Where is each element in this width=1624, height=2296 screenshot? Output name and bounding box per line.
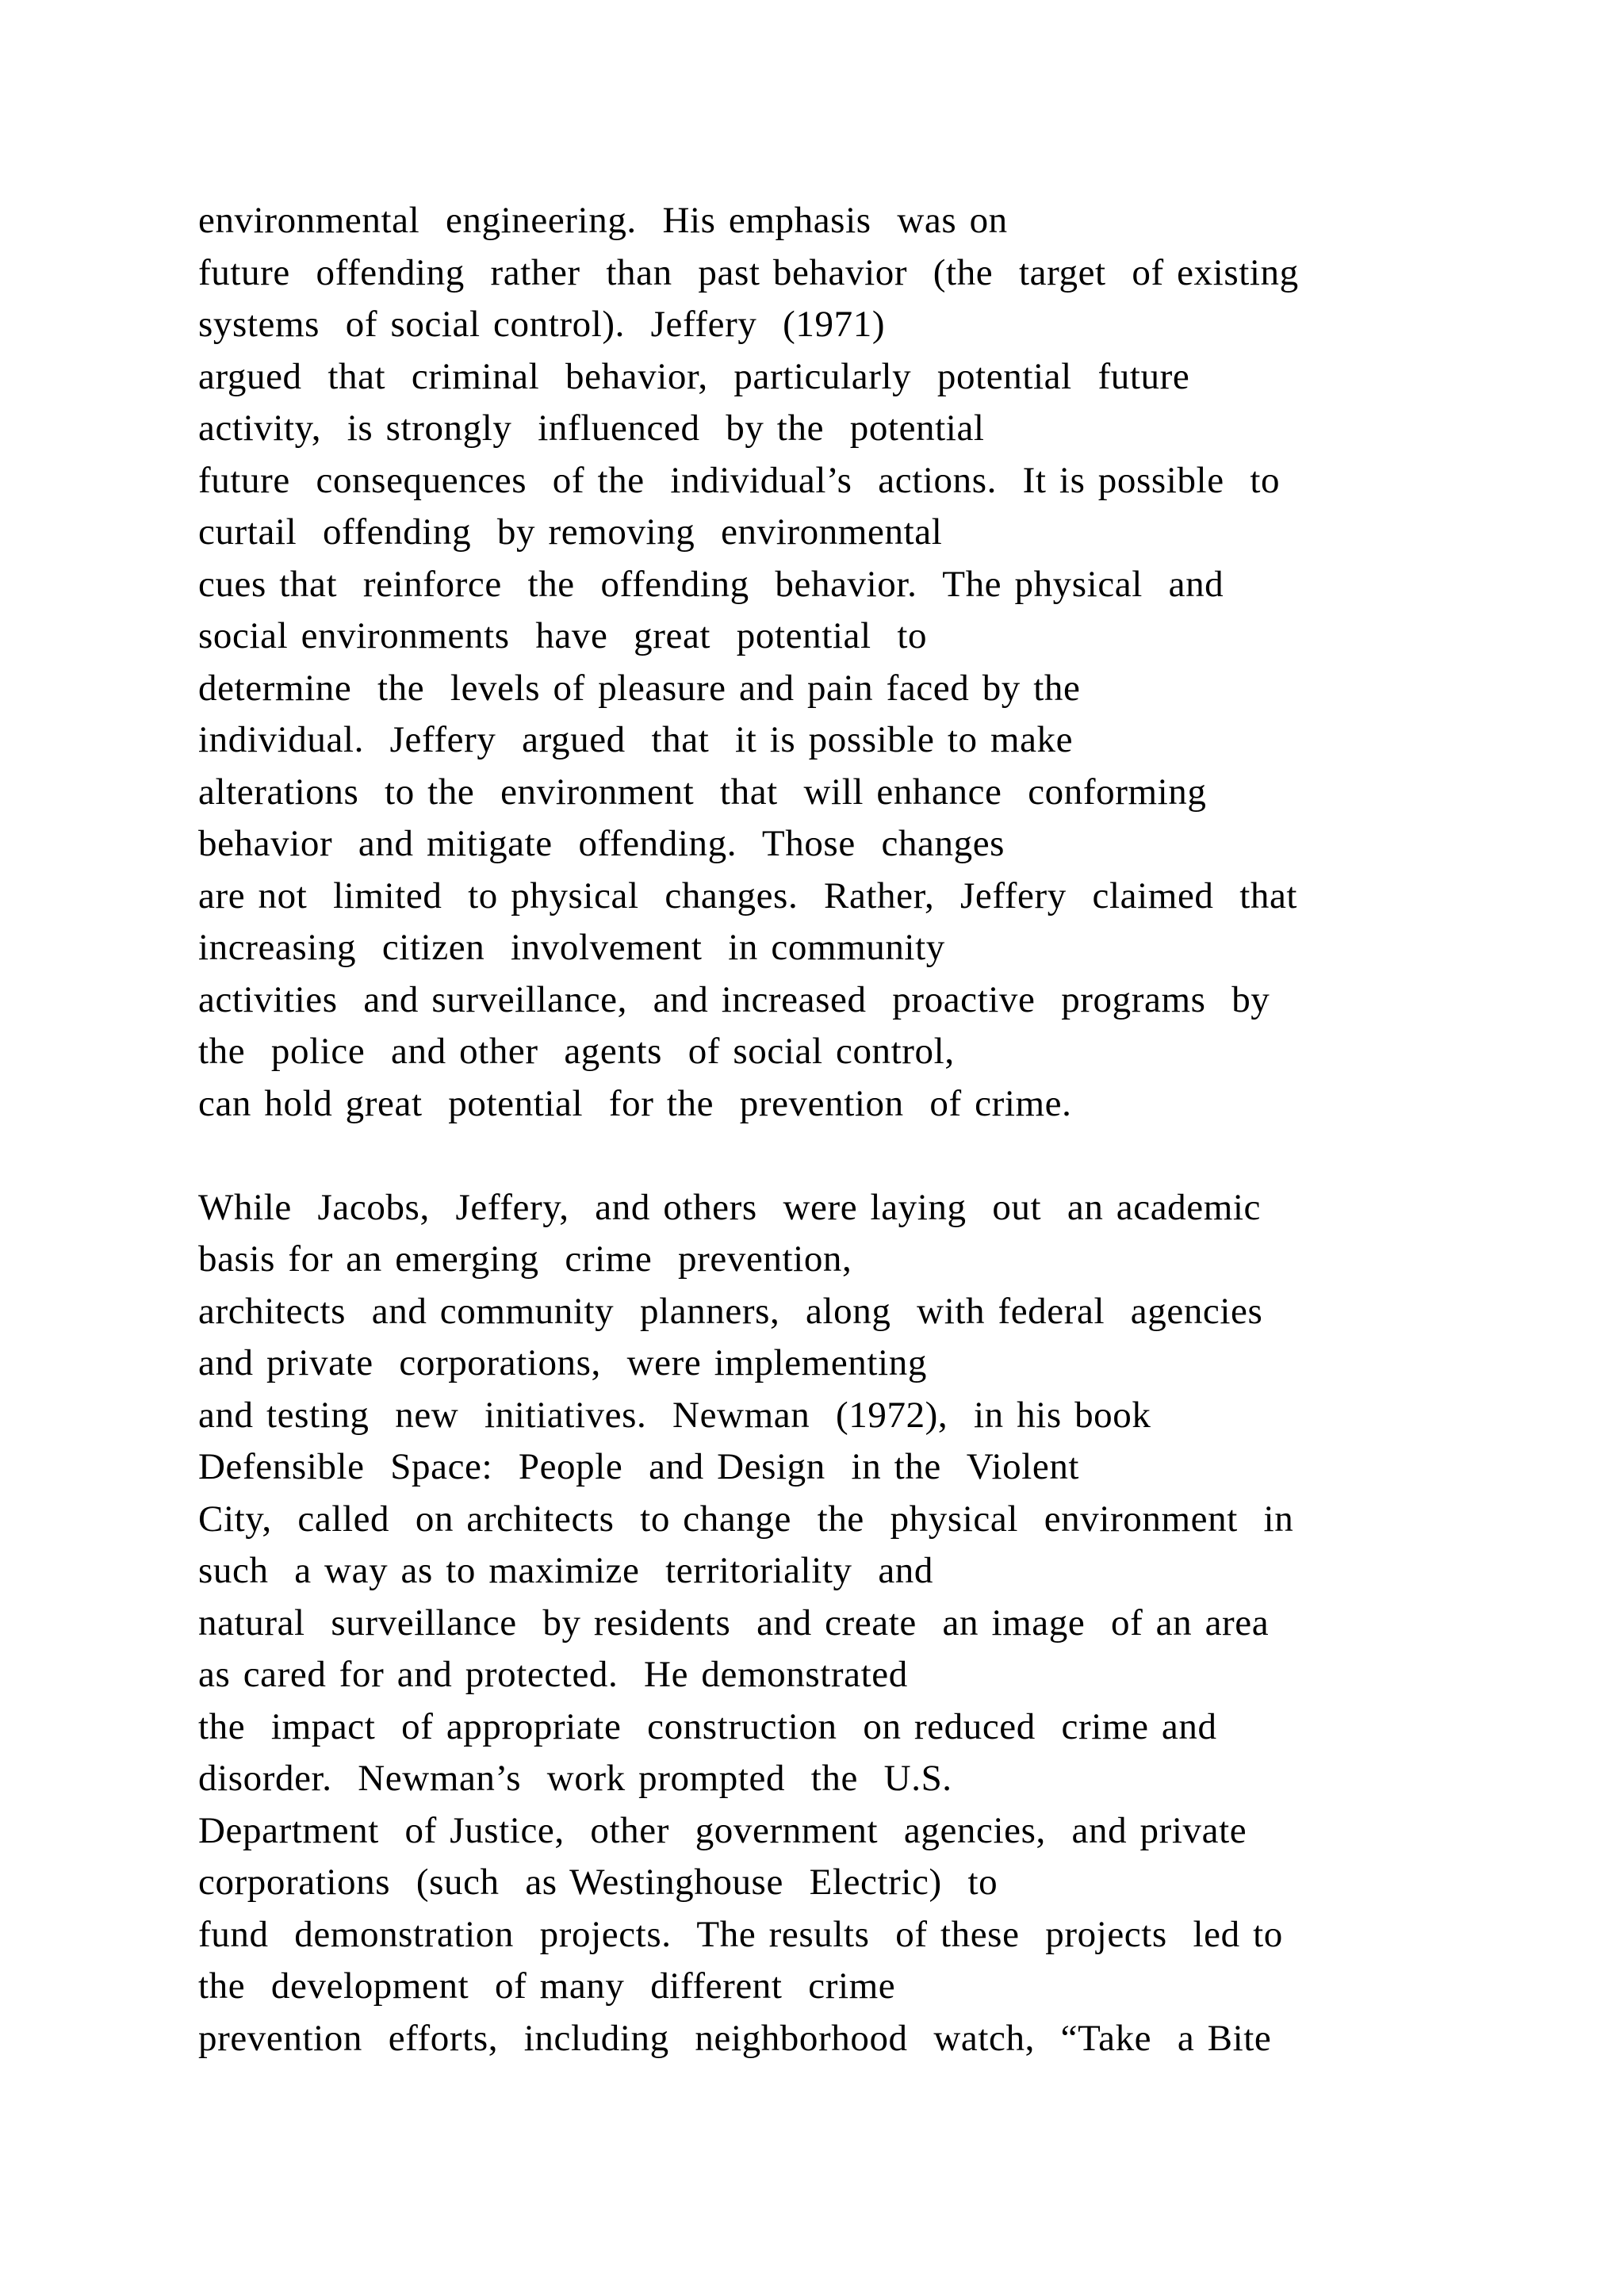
text-line: are not limited to physical changes. Rather, Jeffery claimed that (198, 874, 1298, 916)
text-line: City, called on architects to change the physical environment in (198, 1498, 1294, 1540)
text-line: such a way as to maximize territoriality and (198, 1550, 933, 1591)
text-line: and private corporations, were implementing (198, 1342, 927, 1383)
text-line: environmental engineering. His emphasis was on (198, 200, 1008, 241)
text-line: as cared for and protected. He demonstrated (198, 1654, 908, 1695)
text-line: activity, is strongly influenced by the potential (198, 408, 985, 449)
paragraph-2 (198, 1182, 1467, 2065)
text-line: Department of Justice, other government agencies, and private (198, 1809, 1247, 1851)
text-line: can hold great potential for the prevention of crime. (198, 1082, 1072, 1124)
text-line: While Jacobs, Jeffery, and others were laying out an academic (198, 1186, 1262, 1228)
text-line: and testing new initiatives. Newman (1972), in his book (198, 1394, 1151, 1436)
text-line: behavior and mitigate offending. Those changes (198, 823, 1005, 864)
paragraph-spacer (198, 1130, 1467, 1182)
text-line: activities and surveillance, and increased proactive programs by (198, 978, 1270, 1020)
text-line: natural surveillance by residents and create an image of an area (198, 1601, 1270, 1644)
text-line: prevention efforts, including neighborhood watch, “Take a Bite (198, 2017, 1272, 2059)
text-line: cues that reinforce the offending behavior. The physical and (198, 563, 1224, 605)
text-line: increasing citizen involvement in community (198, 927, 945, 968)
text-line: future consequences of the individual’s actions. It is possible to (198, 459, 1281, 501)
text-line: disorder. Newman’s work prompted the U.S. (198, 1758, 952, 1799)
text-line: social environments have great potential to (198, 615, 928, 656)
text-line: corporations (such as Westinghouse Electric) to (198, 1862, 998, 1903)
text-line: future offending rather than past behavior (the target of existing (198, 251, 1299, 293)
text-line: the police and other agents of social control, (198, 1031, 955, 1072)
text-line: architects and community planners, along with federal agencies (198, 1290, 1263, 1332)
text-line: curtail offending by removing environmental (198, 511, 943, 553)
text-line: argued that criminal behavior, particularly potential future (198, 355, 1190, 397)
text-line: the impact of appropriate construction on reduced crime and (198, 1705, 1217, 1747)
text-line: basis for an emerging crime prevention, (198, 1238, 852, 1280)
body-text (198, 195, 1467, 2064)
text-line: Defensible Space: People and Design in the Violent (198, 1446, 1080, 1487)
paragraph-1 (198, 195, 1467, 1130)
text-line: fund demonstration projects. The results of these projects led to (198, 1913, 1283, 1955)
text-line: the development of many different crime (198, 1965, 896, 2007)
text-line: determine the levels of pleasure and pain faced by the (198, 667, 1081, 709)
text-line: alterations to the environment that will enhance conforming (198, 771, 1207, 813)
text-line: individual. Jeffery argued that it is possible to make (198, 719, 1074, 760)
text-line: systems of social control). Jeffery (1971) (198, 304, 886, 345)
